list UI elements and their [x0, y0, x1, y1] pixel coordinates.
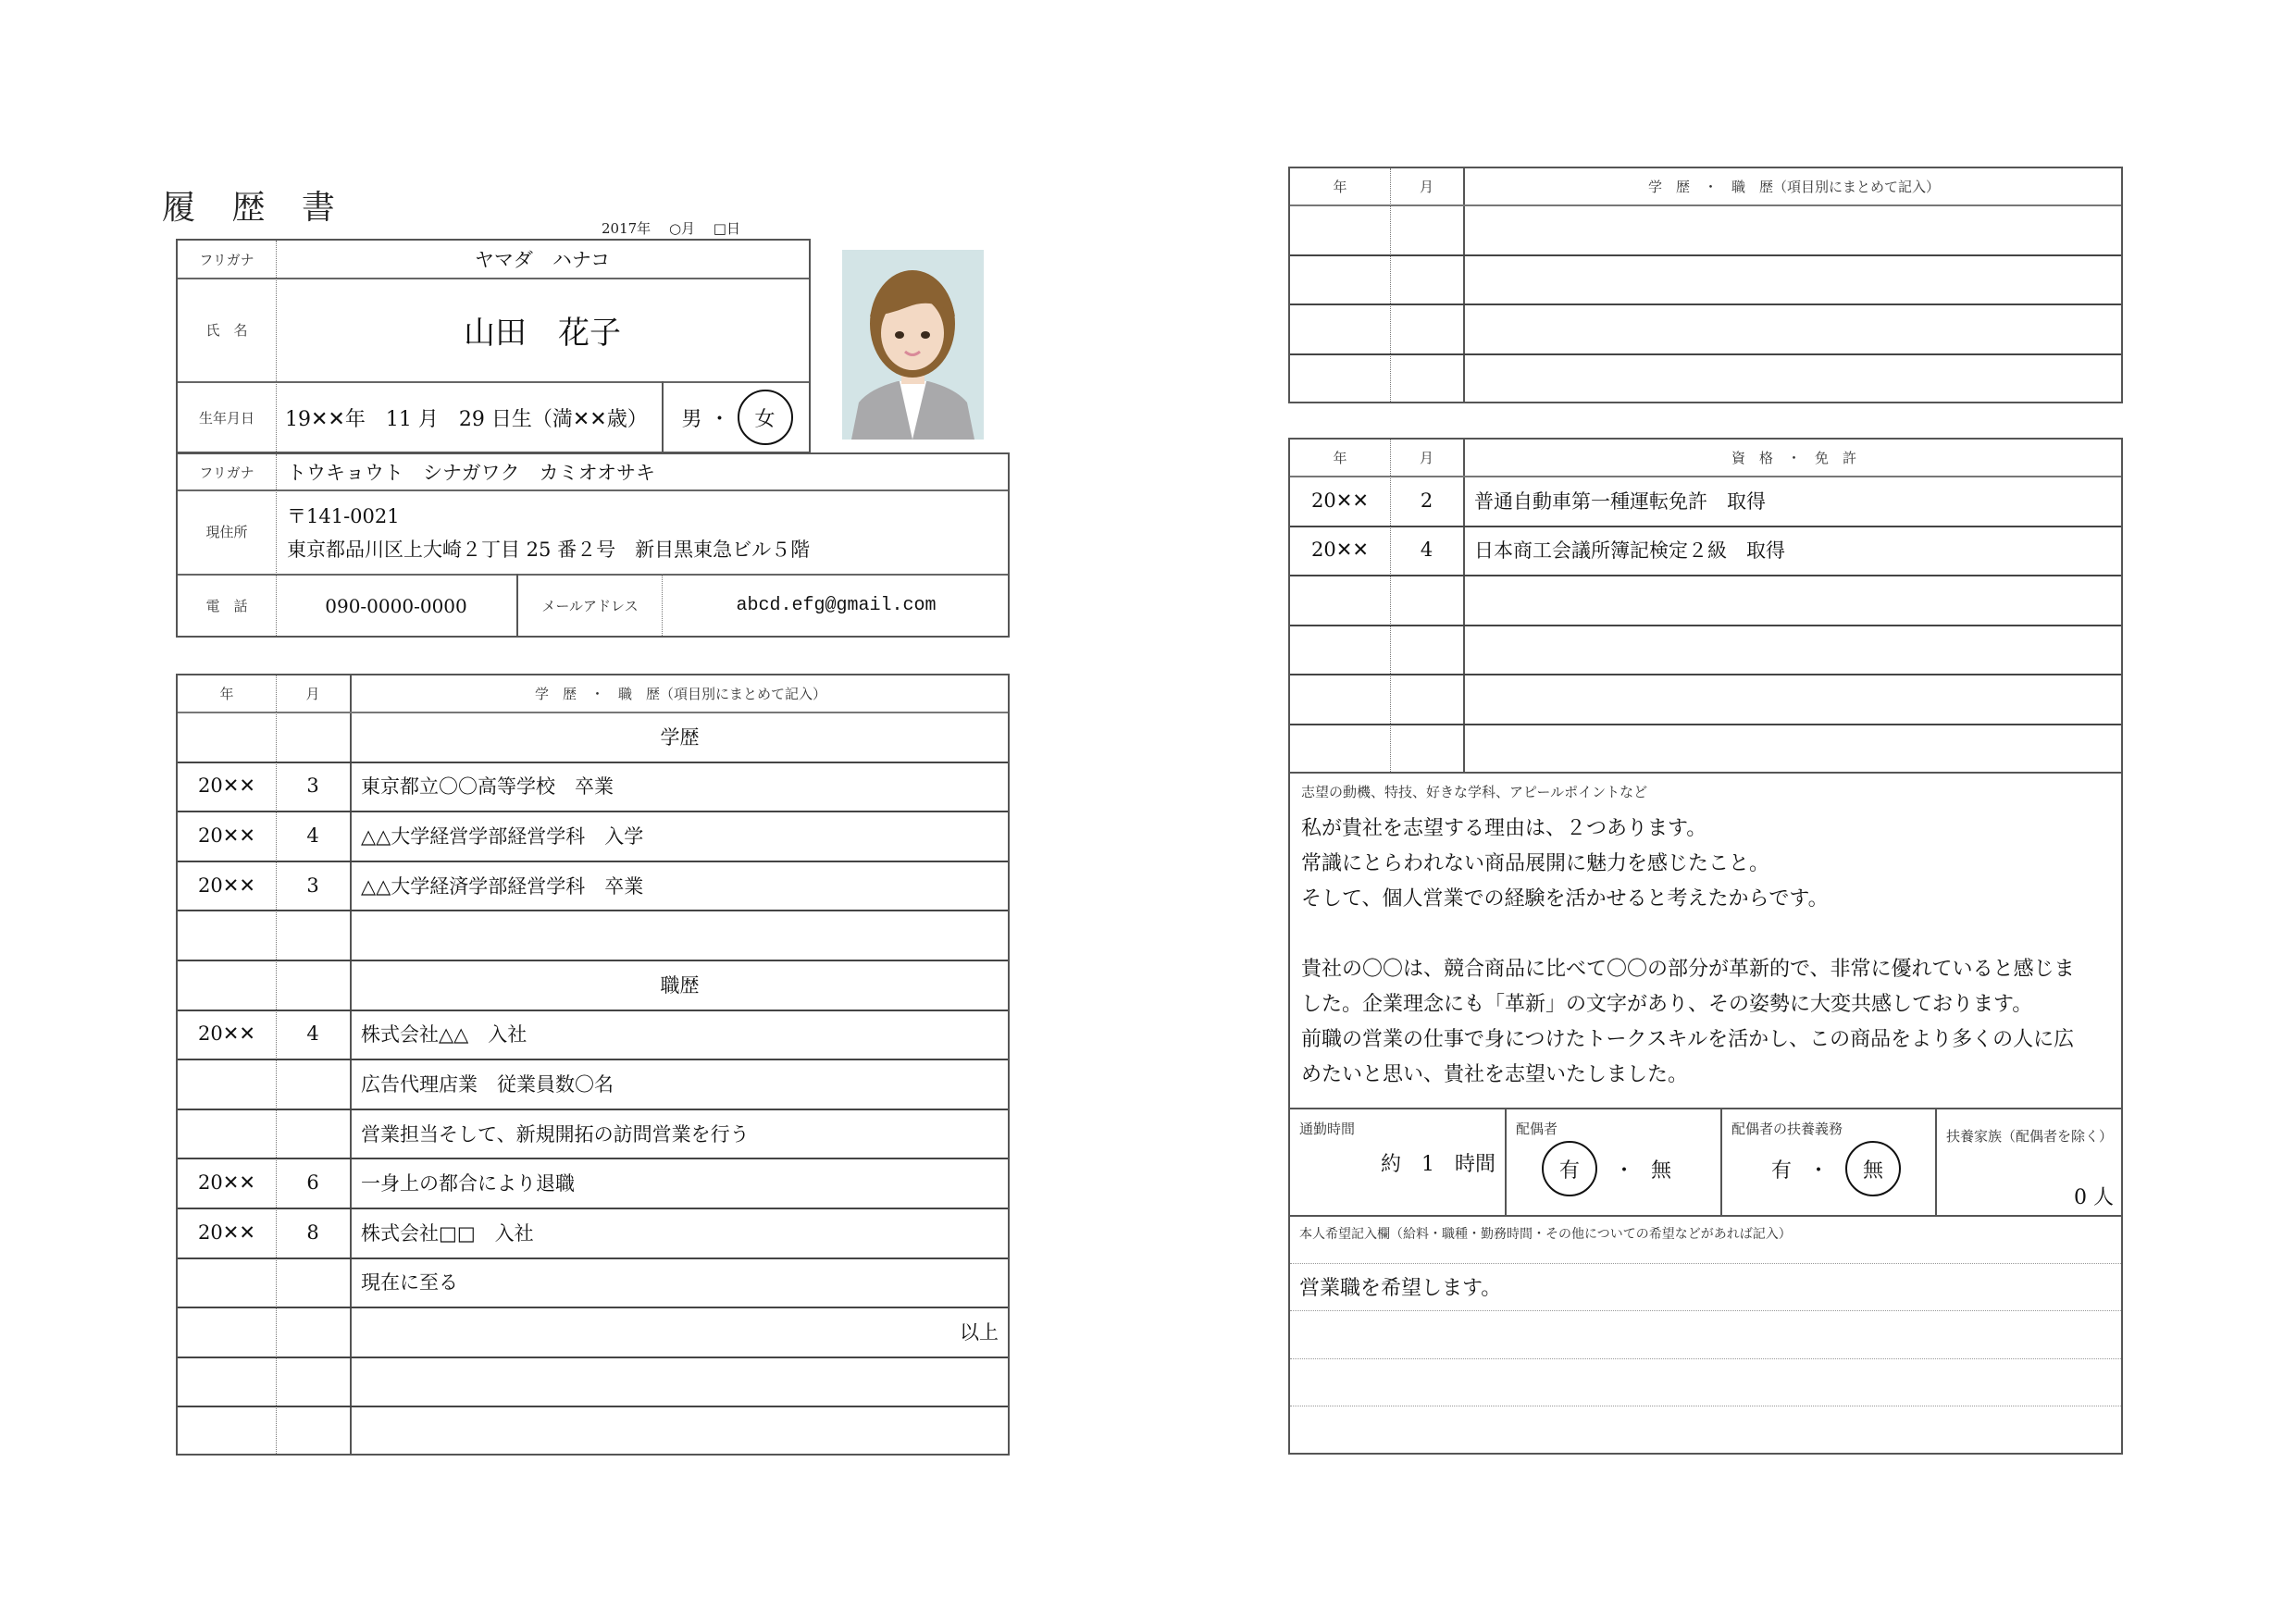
- address-label: 現住所: [205, 524, 248, 540]
- family-row: [1288, 1108, 2123, 1216]
- row-year-cell[interactable]: [1290, 575, 1390, 625]
- row-content-cell[interactable]: 広告代理店業 従業員数〇名: [361, 1072, 614, 1096]
- row-month-cell[interactable]: [276, 910, 350, 960]
- gender-separator: ・: [709, 407, 730, 431]
- row-month-cell[interactable]: 4: [1420, 539, 1433, 562]
- row-year-cell[interactable]: 20✕✕: [198, 774, 255, 798]
- document-date: 2017年 ○月 □日: [602, 220, 740, 237]
- row-content-cell[interactable]: [1465, 254, 2121, 304]
- motivation-line: 私が貴社を志望する理由は、２つあります。: [1301, 817, 1707, 840]
- row-year-cell[interactable]: 20✕✕: [1311, 489, 1369, 512]
- address-furigana-field[interactable]: トウキョウト シナガワク カミオオサキ: [287, 462, 655, 484]
- id-photo: [842, 250, 984, 440]
- row-content-cell[interactable]: [352, 1357, 1008, 1406]
- license-table: [1288, 438, 2123, 774]
- row-month-cell[interactable]: [276, 1307, 350, 1357]
- row-content-cell[interactable]: 学歴: [660, 725, 700, 749]
- row-year-cell[interactable]: 20✕✕: [1311, 539, 1369, 562]
- row-year-cell[interactable]: [1290, 674, 1390, 724]
- motivation-text: [1301, 812, 2075, 1093]
- motivation-line: めたいと思い、貴社を志望いたしました。: [1301, 1063, 1689, 1086]
- header-license: 資 格 ・ 免 許: [1731, 450, 1856, 466]
- row-year-cell[interactable]: [178, 910, 276, 960]
- row-content-cell[interactable]: [352, 1406, 1008, 1456]
- row-content-cell[interactable]: [1465, 353, 2121, 403]
- row-year-cell[interactable]: 20✕✕: [198, 1022, 255, 1046]
- row-year-cell[interactable]: [178, 1059, 276, 1109]
- hope-text: 営業職を希望します。: [1299, 1277, 1502, 1300]
- row-year-cell[interactable]: 20✕✕: [198, 1171, 255, 1195]
- motivation-section[interactable]: [1288, 773, 2123, 1109]
- commute-field[interactable]: 約 1 時間: [1381, 1153, 1496, 1176]
- header-month: 月: [305, 686, 320, 702]
- header-month: 月: [1419, 450, 1433, 466]
- row-content-cell[interactable]: 東京都立〇〇高等学校 卒業: [361, 775, 614, 799]
- row-year-cell[interactable]: [1290, 204, 1390, 254]
- row-month-cell[interactable]: [276, 1059, 350, 1109]
- motivation-line: 前職の営業の仕事で身につけたトークスキルを活かし、この商品をより多くの人に広: [1301, 1028, 2075, 1051]
- row-content-cell[interactable]: 現在に至る: [361, 1271, 458, 1295]
- row-year-cell[interactable]: [178, 1109, 276, 1158]
- gender-male-option[interactable]: 男: [681, 407, 702, 431]
- row-year-cell[interactable]: [178, 1357, 276, 1406]
- row-content-cell[interactable]: [352, 910, 1008, 960]
- header-year: 年: [219, 686, 234, 702]
- header-year: 年: [1333, 179, 1347, 195]
- row-year-cell[interactable]: [178, 712, 276, 762]
- row-month-cell[interactable]: 8: [306, 1220, 319, 1244]
- address-furigana-label: フリガナ: [199, 464, 254, 481]
- name-field[interactable]: 山田 花子: [464, 314, 621, 352]
- header-month: 月: [1419, 179, 1433, 195]
- row-content-cell[interactable]: [1465, 575, 2121, 625]
- row-year-cell[interactable]: 20✕✕: [198, 873, 255, 897]
- row-content-cell[interactable]: [1465, 724, 2121, 774]
- header-history: 学 歴 ・ 職 歴（項目別にまとめて記入）: [1647, 179, 1940, 195]
- motivation-label: 志望の動機、特技、好きな学科、アピールポイントなど: [1301, 784, 1648, 800]
- row-month-cell[interactable]: [276, 1406, 350, 1456]
- row-year-cell[interactable]: [178, 1406, 276, 1456]
- row-content-cell[interactable]: 普通自動車第一種運転免許 取得: [1474, 489, 1766, 513]
- support-field[interactable]: [1771, 1141, 1929, 1196]
- row-content-cell[interactable]: 日本商工会議所簿記検定２級 取得: [1474, 539, 1785, 563]
- header-history: 学 歴 ・ 職 歴（項目別にまとめて記入）: [534, 686, 826, 702]
- spouse-yes-option-selected[interactable]: 有: [1542, 1141, 1597, 1196]
- row-content-cell[interactable]: △△大学経営学部経営学科 入学: [361, 824, 644, 848]
- row-month-cell[interactable]: [1390, 724, 1463, 774]
- row-content-cell[interactable]: 一身上の都合により退職: [361, 1172, 575, 1196]
- name-label: 氏 名: [205, 321, 248, 339]
- row-year-cell[interactable]: [1290, 353, 1390, 403]
- hope-label: 本人希望記入欄（給料・職種・勤務時間・その他についての希望などがあれば記入）: [1299, 1227, 1792, 1242]
- address-block: [176, 452, 1010, 638]
- phone-field[interactable]: 090-0000-0000: [325, 594, 467, 617]
- row-year-cell[interactable]: [1290, 254, 1390, 304]
- spouse-field[interactable]: [1542, 1141, 1708, 1196]
- row-year-cell[interactable]: [178, 1307, 276, 1357]
- furigana-label: フリガナ: [199, 251, 254, 268]
- row-month-cell[interactable]: [1390, 674, 1463, 724]
- spouse-separator: ・: [1614, 1158, 1635, 1183]
- document-title: 履 歴 書: [162, 189, 348, 227]
- row-year-cell[interactable]: 20✕✕: [198, 1220, 255, 1244]
- row-content-cell[interactable]: [1465, 204, 2121, 254]
- spouse-no-option[interactable]: 無: [1651, 1158, 1672, 1183]
- row-month-cell[interactable]: [276, 712, 350, 762]
- motivation-line: そして、個人営業での経験を活かせると考えたからです。: [1301, 887, 1829, 911]
- email-field[interactable]: abcd.efg@gmail.com: [736, 595, 937, 616]
- gender-field[interactable]: [664, 381, 811, 453]
- row-month-cell[interactable]: [276, 1258, 350, 1307]
- row-month-cell[interactable]: [1390, 575, 1463, 625]
- support-no-option-selected[interactable]: 無: [1845, 1141, 1901, 1196]
- support-yes-option[interactable]: 有: [1771, 1158, 1793, 1183]
- row-content-cell[interactable]: 営業担当そして、新規開拓の訪問営業を行う: [361, 1122, 750, 1146]
- row-month-cell[interactable]: [1390, 304, 1463, 353]
- row-year-cell[interactable]: [1290, 724, 1390, 774]
- spouse-label: 配偶者: [1516, 1121, 1558, 1137]
- motivation-line: 常識にとらわれない商品展開に魅力を感じたこと。: [1301, 852, 1770, 875]
- row-month-cell[interactable]: 4: [306, 1022, 319, 1046]
- phone-label: 電 話: [205, 598, 248, 614]
- row-content-cell[interactable]: 以上: [960, 1320, 999, 1344]
- row-month-cell[interactable]: [276, 960, 350, 1010]
- row-month-cell[interactable]: 2: [1420, 489, 1433, 512]
- motivation-line: 貴社の〇〇は、競合商品に比べて〇〇の部分が革新的で、非常に優れていると感じま: [1301, 958, 2075, 981]
- row-month-cell[interactable]: 3: [306, 774, 319, 798]
- support-label: 配偶者の扶養義務: [1731, 1121, 1843, 1137]
- motivation-line: した。企業理念にも「革新」の文字があり、その姿勢に大変共感しております。: [1301, 993, 2033, 1016]
- commute-label: 通勤時間: [1299, 1121, 1356, 1137]
- row-year-cell[interactable]: [1290, 304, 1390, 353]
- address-field[interactable]: [287, 489, 999, 574]
- email-label: メールアドレス: [541, 598, 639, 614]
- row-year-cell[interactable]: [1290, 625, 1390, 675]
- row-content-cell[interactable]: △△大学経済学部経営学科 卒業: [361, 874, 644, 898]
- hope-section[interactable]: [1288, 1215, 2123, 1455]
- woman-portrait-icon: [842, 250, 984, 440]
- dependents-label: 扶養家族（配偶者を除く）: [1946, 1128, 2114, 1145]
- row-content-cell[interactable]: 株式会社□□ 入社: [361, 1221, 534, 1245]
- row-month-cell[interactable]: [276, 1109, 350, 1158]
- row-month-cell[interactable]: [1390, 254, 1463, 304]
- address-text: 東京都品川区上大崎２丁目 25 番２号 新目黒東急ビル５階: [287, 538, 811, 561]
- row-content-cell[interactable]: 株式会社△△ 入社: [361, 1023, 527, 1047]
- birth-label: 生年月日: [198, 409, 254, 427]
- furigana-field[interactable]: ヤマダ ハナコ: [474, 249, 611, 271]
- row-month-cell[interactable]: [1390, 625, 1463, 675]
- name-block: [176, 239, 811, 453]
- row-month-cell[interactable]: [1390, 204, 1463, 254]
- row-month-cell[interactable]: 3: [306, 873, 319, 897]
- row-content-cell[interactable]: 職歴: [660, 973, 700, 997]
- row-month-cell[interactable]: [1390, 353, 1463, 403]
- row-month-cell[interactable]: [276, 1357, 350, 1406]
- row-year-cell[interactable]: [178, 1258, 276, 1307]
- birth-field[interactable]: 19✕✕年 11 月 29 日生（満✕✕歳）: [285, 407, 648, 431]
- row-content-cell[interactable]: [1465, 625, 2121, 675]
- row-month-cell[interactable]: 6: [306, 1171, 319, 1195]
- row-year-cell[interactable]: 20✕✕: [198, 824, 255, 847]
- header-year: 年: [1333, 450, 1347, 466]
- row-year-cell[interactable]: [178, 960, 276, 1010]
- dependents-field[interactable]: 0 人: [2074, 1186, 2114, 1209]
- postal-code: 〒141-0021: [287, 504, 400, 527]
- support-separator: ・: [1808, 1158, 1830, 1183]
- history-table-left: [176, 674, 1010, 1456]
- history-table-right: [1288, 167, 2123, 403]
- row-content-cell[interactable]: [1465, 304, 2121, 353]
- row-content-cell[interactable]: [1465, 674, 2121, 724]
- gender-female-option-selected[interactable]: 女: [738, 390, 793, 445]
- motivation-line: [1301, 917, 2075, 952]
- row-month-cell[interactable]: 4: [306, 824, 319, 847]
